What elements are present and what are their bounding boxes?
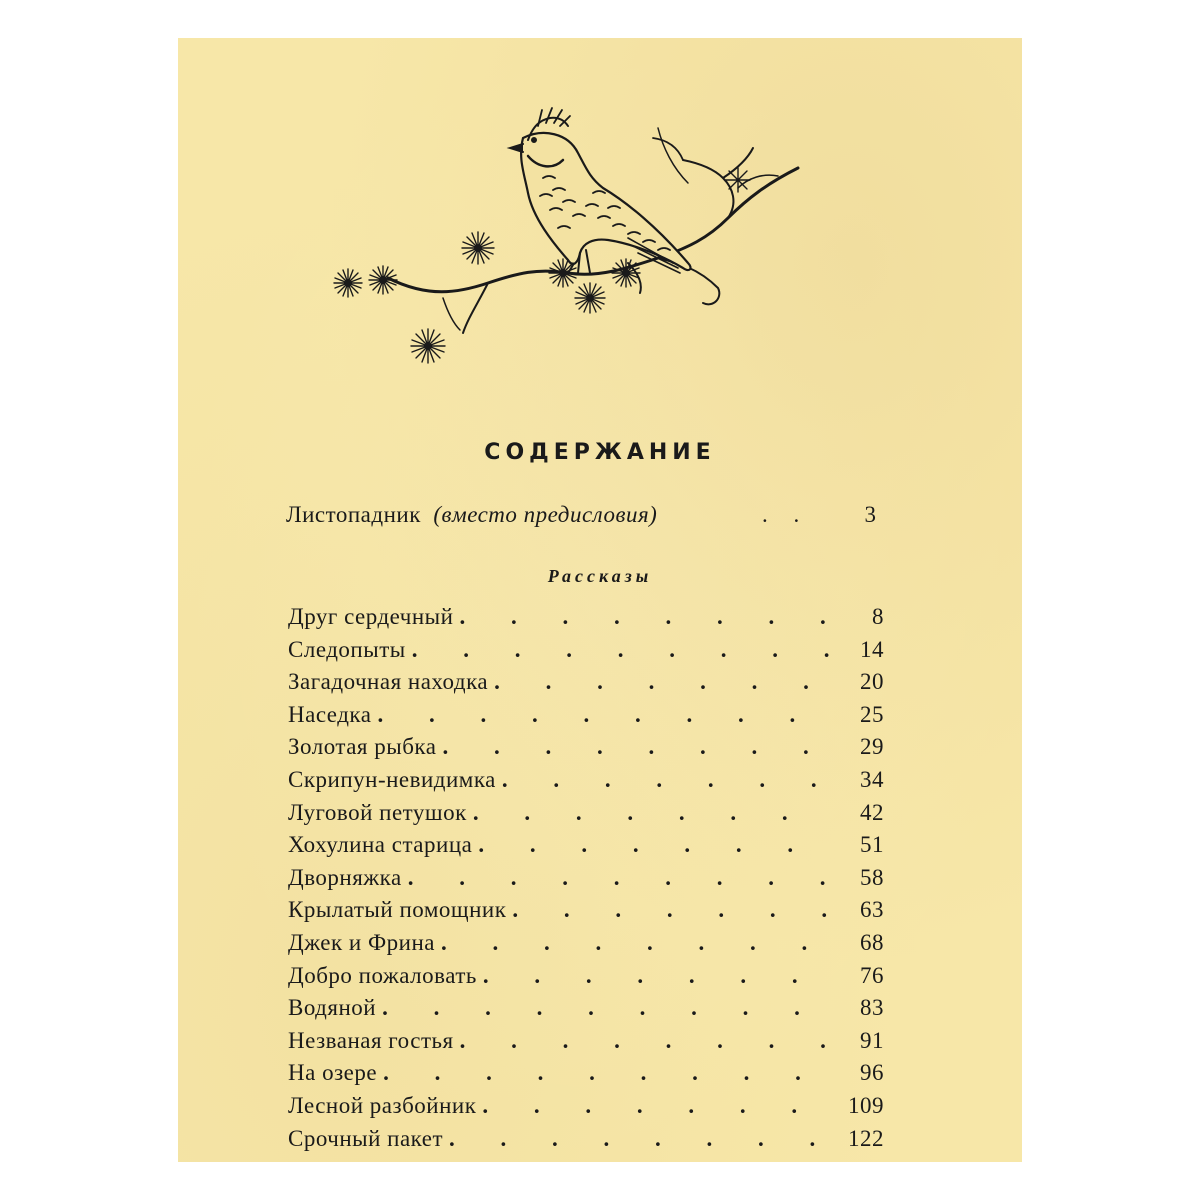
toc-entry[interactable] [288, 832, 884, 865]
dot-leader [449, 1126, 832, 1152]
toc-entry-page: 8 [872, 604, 884, 629]
toc-entry-title: Незваная гостья [288, 1027, 454, 1053]
toc-entry[interactable] [288, 637, 884, 670]
dot-leader [442, 734, 832, 760]
toc-entry[interactable] [288, 1028, 884, 1061]
dot-leader [473, 800, 832, 826]
toc-entry[interactable] [288, 767, 884, 800]
dot-leader [459, 604, 832, 630]
dot-leader [412, 637, 832, 663]
dot-leader [512, 897, 832, 923]
toc-entry-page: 96 [860, 1060, 884, 1086]
dot-leader [383, 1060, 832, 1086]
table-of-contents [288, 604, 884, 1158]
toc-entry-title: Следопыты [288, 636, 406, 662]
toc-entry-page: 34 [860, 766, 884, 792]
dot-leader [408, 865, 832, 891]
toc-entry-page: 42 [860, 799, 884, 825]
toc-entry[interactable] [288, 1126, 884, 1159]
toc-entry-title: Водяной [288, 995, 377, 1021]
toc-entry-title: Друг сердечный [288, 604, 454, 629]
toc-entry[interactable] [288, 734, 884, 767]
toc-entry-title: Лесной разбойник [288, 1092, 477, 1118]
dot-leader [441, 930, 832, 956]
toc-entry[interactable] [288, 702, 884, 735]
toc-entry-page: 63 [860, 897, 884, 923]
toc-entry-page: 58 [860, 864, 884, 890]
toc-entry-page: 76 [860, 962, 884, 988]
toc-entry[interactable] [288, 1060, 884, 1093]
bird-on-branch-illustration [328, 68, 808, 388]
toc-entry-page: 25 [860, 701, 884, 727]
dot-leader [460, 1028, 832, 1054]
toc-entry-title: Джек и Фрина [288, 929, 435, 955]
toc-entry[interactable] [288, 963, 884, 996]
toc-entry[interactable] [288, 865, 884, 898]
toc-entry-title: Срочный пакет [288, 1125, 444, 1151]
toc-entry[interactable] [288, 995, 884, 1028]
section-title-stories: Рассказы [547, 566, 653, 586]
dot-leader [494, 669, 832, 695]
preface-page-number: 3 [864, 502, 876, 527]
dot-leader [502, 767, 832, 793]
toc-entry-title: Луговой петушок [288, 799, 467, 825]
toc-entry-title: Наседка [288, 701, 372, 727]
toc-entry-title: Скрипун-невидимка [288, 766, 496, 792]
dot-leader [483, 963, 832, 989]
toc-entry-title: Дворняжка [288, 864, 402, 890]
toc-entry-title: Добро пожаловать [288, 962, 477, 988]
preface-title: Листопадник (вместо предисловия) [286, 502, 658, 527]
toc-entry-page: 29 [860, 734, 884, 760]
dot-leader [478, 832, 832, 858]
toc-entry-title: Крылатый помощник [288, 897, 507, 923]
toc-entry-page: 109 [848, 1092, 884, 1118]
toc-entry-title: Золотая рыбка [288, 734, 437, 760]
toc-entry[interactable] [288, 1093, 884, 1126]
toc-entry-page: 122 [848, 1125, 884, 1151]
toc-entry-title: Хохулина старица [288, 832, 473, 858]
toc-entry-title: На озере [288, 1060, 378, 1086]
preface-dots: . . [762, 502, 810, 527]
dot-leader [377, 702, 832, 728]
toc-entry-page: 14 [860, 636, 884, 662]
toc-entry-page: 20 [860, 669, 884, 695]
toc-entry-page: 91 [860, 1027, 884, 1053]
toc-entry[interactable] [288, 930, 884, 963]
toc-entry[interactable] [288, 897, 884, 930]
toc-entry-page: 51 [860, 832, 884, 858]
contents-heading: СОДЕРЖАНИЕ [484, 440, 716, 465]
toc-entry-page: 68 [860, 929, 884, 955]
dot-leader [382, 995, 832, 1021]
toc-entry[interactable] [288, 669, 884, 702]
preface-entry[interactable] [286, 502, 876, 534]
book-page [178, 38, 1022, 1162]
toc-entry-page: 83 [860, 995, 884, 1021]
toc-entry-title: Загадочная находка [288, 669, 489, 695]
dot-leader [482, 1093, 832, 1119]
toc-entry[interactable] [288, 604, 884, 637]
toc-entry[interactable] [288, 800, 884, 833]
